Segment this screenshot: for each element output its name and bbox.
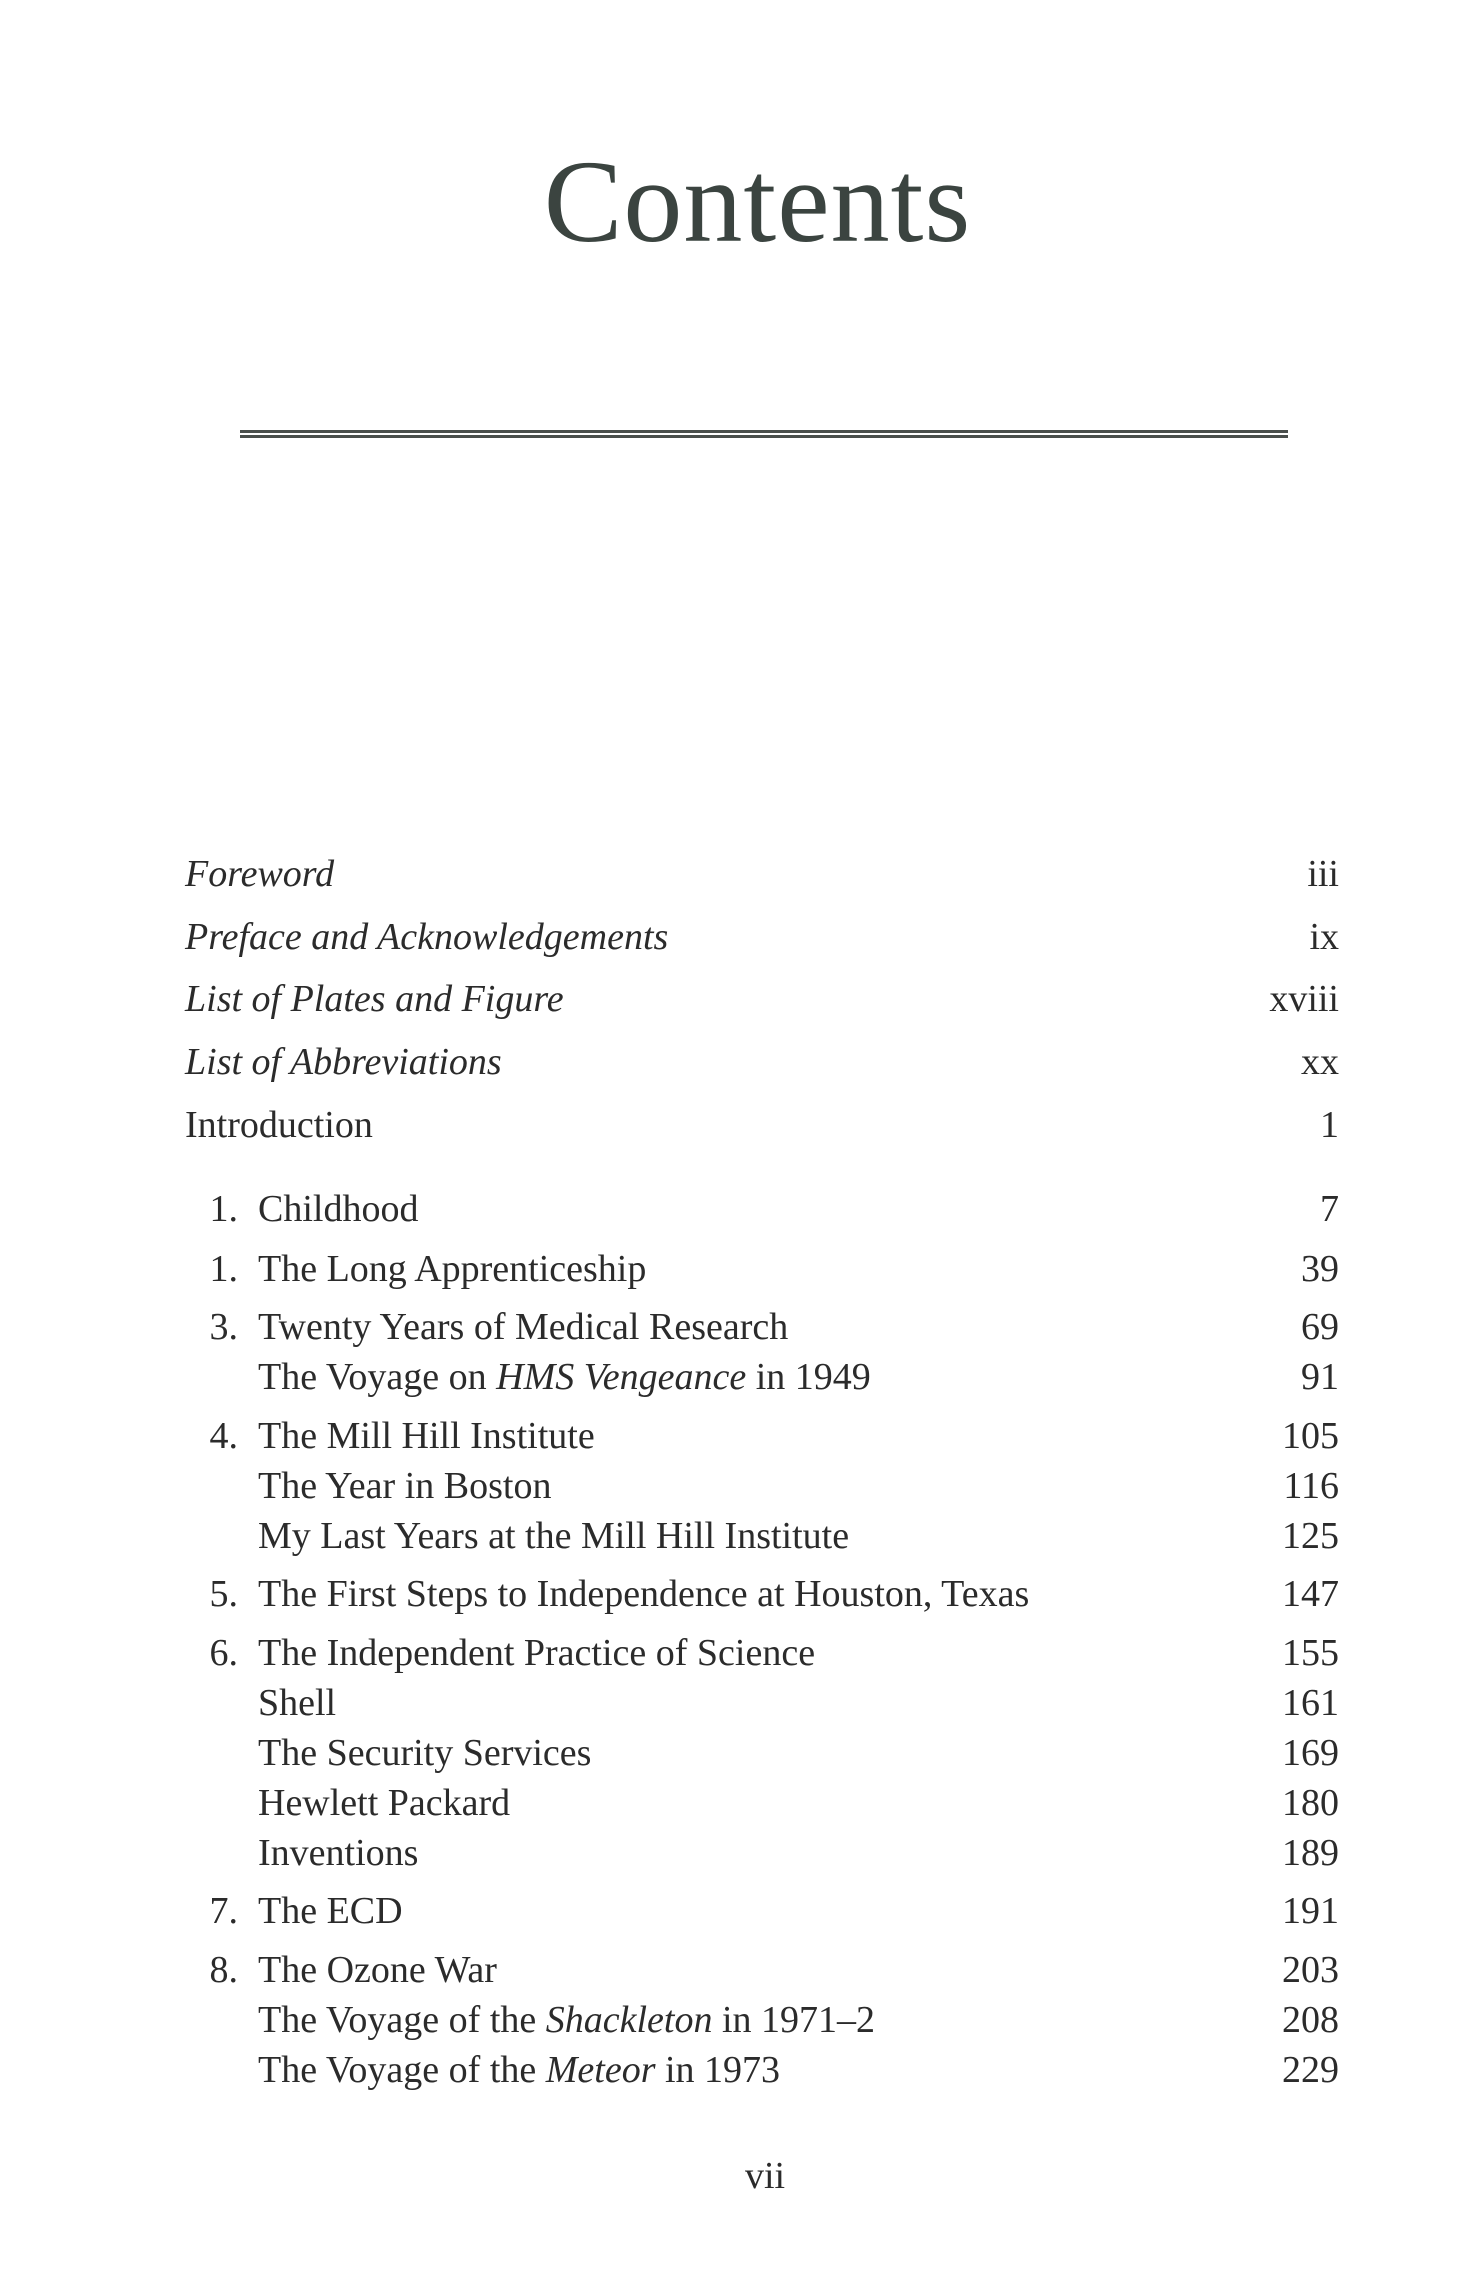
toc-page-number: 147 [1282,1573,1339,1615]
chapter-number: 3. [209,1306,238,1348]
page-folio: vii [744,2155,786,2197]
label-text: The Voyage of the [258,1999,546,2041]
toc-page-number: 191 [1282,1890,1339,1932]
toc-row-section [0,1827,1461,1879]
toc-row-section [0,1677,1461,1729]
rule-line-bottom [240,435,1288,438]
toc-page-number: 208 [1282,1999,1339,2041]
toc-entry-label [258,1351,871,1403]
toc-row-section [0,1351,1461,1403]
toc-page-number: iii [1307,853,1339,895]
toc-page-number: 69 [1301,1306,1339,1348]
toc-entry-label [258,1994,875,2046]
toc-entry-label: The Security Services [258,1732,592,1774]
toc-row-chapter [0,1568,1461,1620]
toc-row-chapter [0,1885,1461,1937]
title-double-rule [240,430,1288,440]
ship-name: Meteor [545,2049,656,2091]
toc-row-section [0,1994,1461,2046]
ship-name: HMS Vengeance [496,1356,747,1398]
toc-page-number: 180 [1282,1782,1339,1824]
toc-page-number: 125 [1282,1515,1339,1557]
toc-row-chapter [0,1410,1461,1462]
toc-row-section [0,1777,1461,1829]
toc-entry-label: The Independent Practice of Science [258,1632,816,1674]
toc-entry-label: Introduction [185,1104,373,1146]
toc-row-section [0,2044,1461,2096]
toc-row-introduction [0,1099,1461,1151]
rule-line-top [240,430,1288,433]
toc-entry-label [258,2044,780,2096]
toc-entry-label: The Ozone War [258,1949,497,1991]
toc-page-number: 39 [1301,1248,1339,1290]
label-text: The Voyage on [258,1356,497,1398]
toc-row-list-of-abbreviations [0,1036,1461,1088]
toc-entry-label: Foreword [185,853,335,895]
toc-row-chapter [0,1627,1461,1679]
toc-row-chapter [0,1944,1461,1996]
toc-page-number: 116 [1283,1465,1339,1507]
toc-entry-label: Twenty Years of Medical Research [258,1306,789,1348]
toc-page-number: xx [1301,1041,1339,1083]
toc-entry-label: The ECD [258,1890,403,1932]
toc-row-section [0,1510,1461,1562]
chapter-number: 6. [209,1632,238,1674]
toc-page-number: 169 [1282,1732,1339,1774]
toc-entry-label: Childhood [258,1188,419,1230]
toc-entry-label: The Mill Hill Institute [258,1415,595,1457]
toc-page-number: xviii [1269,978,1339,1020]
chapter-number: 1. [209,1248,238,1290]
toc-row-chapter [0,1183,1461,1235]
label-text: in 1971–2 [712,1999,876,2041]
toc-page-number: 91 [1301,1356,1339,1398]
label-text: in 1949 [746,1356,871,1398]
label-text: The Voyage of the [258,2049,546,2091]
toc-entry-label: Preface and Acknowledgements [185,916,669,958]
toc-entry-label: The Long Apprenticeship [258,1248,647,1290]
toc-row-section [0,1460,1461,1512]
toc-entry-label: The Year in Boston [258,1465,552,1507]
toc-page-number: 155 [1282,1632,1339,1674]
toc-entry-label: Hewlett Packard [258,1782,511,1824]
toc-page-number: ix [1309,916,1339,958]
toc-row-chapter [0,1301,1461,1353]
toc-entry-label: The First Steps to Independence at Houston, Texas [258,1573,1030,1615]
toc-page-number: 229 [1282,2049,1339,2091]
toc-entry-label: My Last Years at the Mill Hill Institute [258,1515,850,1557]
toc-page-number: 1 [1320,1104,1339,1146]
toc-entry-label: List of Plates and Figure [185,978,564,1020]
chapter-number: 1. [209,1188,238,1230]
chapter-number: 5. [209,1573,238,1615]
label-text: in 1973 [655,2049,781,2091]
toc-page-number: 105 [1282,1415,1339,1457]
ship-name: Shackleton [545,1999,713,2041]
chapter-number: 7. [209,1890,238,1932]
toc-page-number: 161 [1282,1682,1339,1724]
toc-entry-label: Shell [258,1682,337,1724]
toc-row-list-of-plates [0,973,1461,1025]
toc-row-foreword [0,848,1461,900]
toc-page-number: 189 [1282,1832,1339,1874]
toc-row-chapter [0,1243,1461,1295]
toc-row-preface [0,911,1461,963]
chapter-number: 4. [209,1415,238,1457]
toc-entry-label: List of Abbreviations [185,1041,502,1083]
toc-page-number: 203 [1282,1949,1339,1991]
toc-page-number: 7 [1320,1188,1339,1230]
toc-row-section [0,1727,1461,1779]
toc-entry-label: Inventions [258,1832,419,1874]
page-title: Contents [543,136,972,267]
chapter-number: 8. [209,1949,238,1991]
